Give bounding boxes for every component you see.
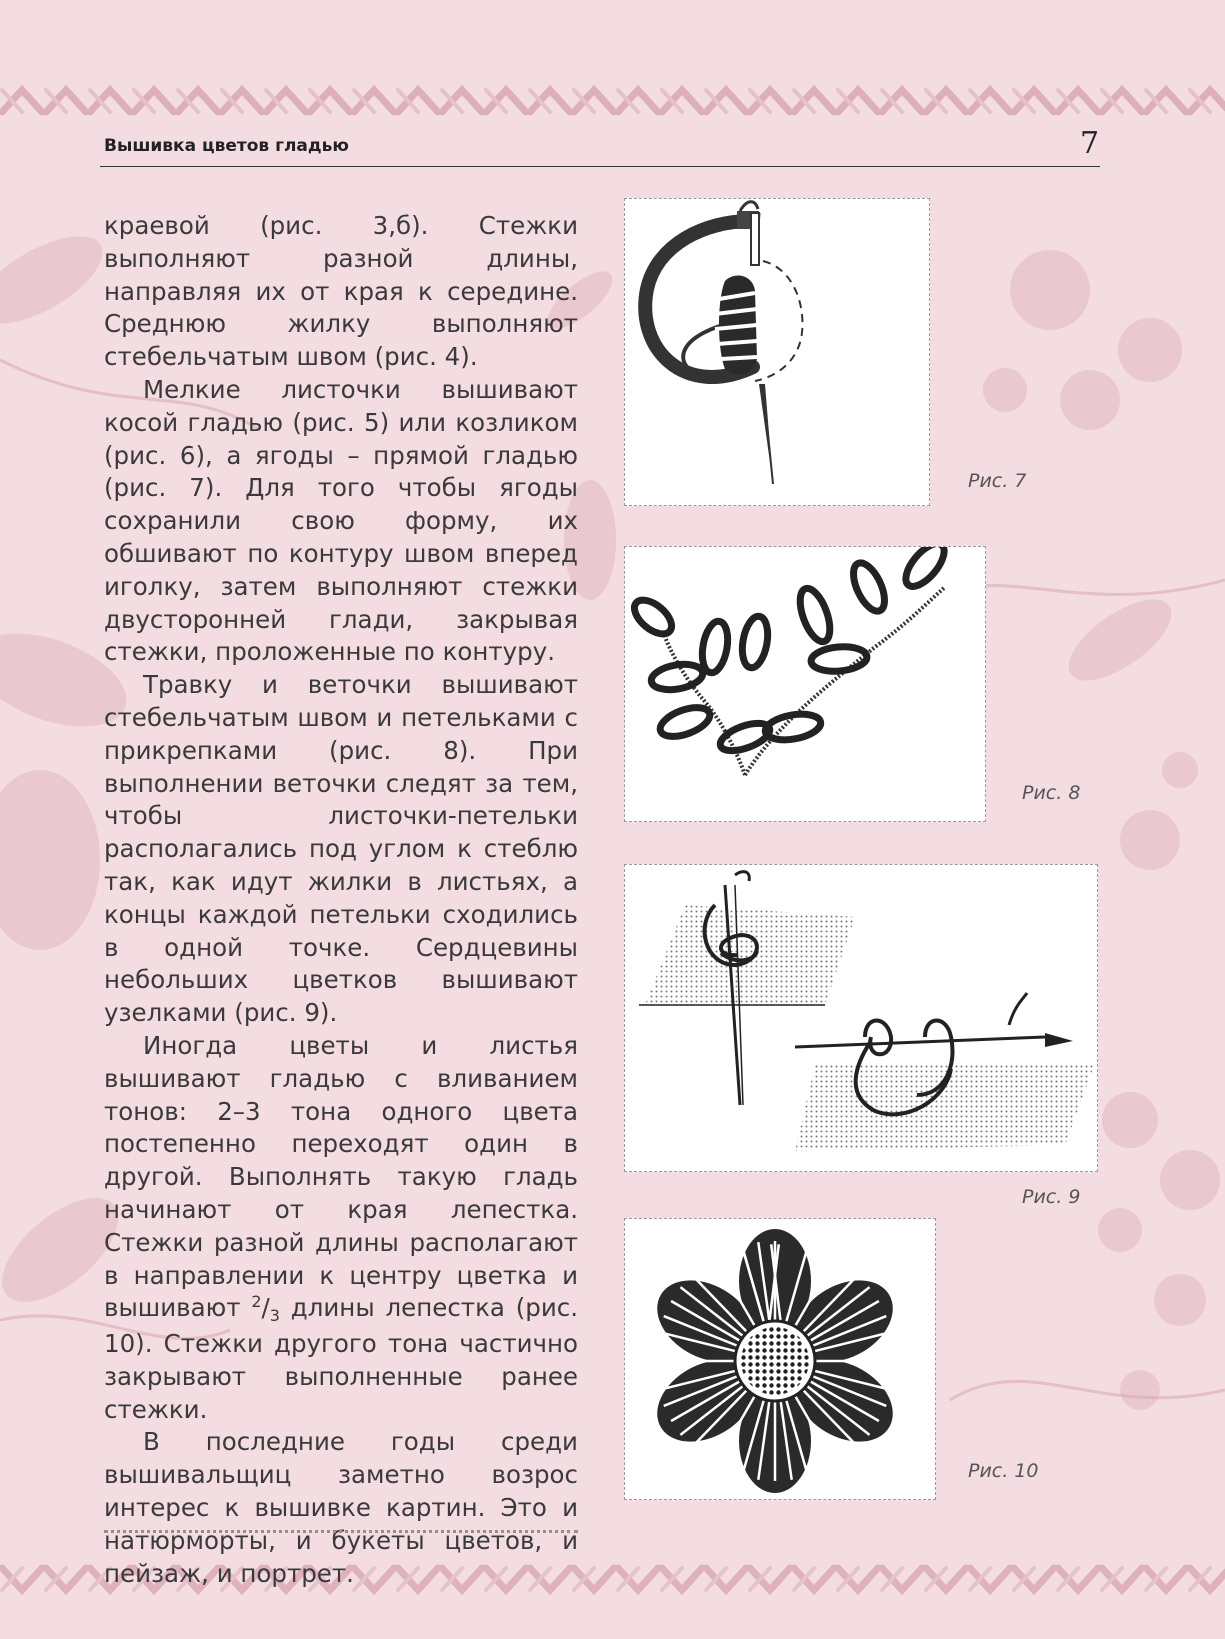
- paragraph-3: Травку и веточки вышивают стебельчатым швом и петельками с прикрепками (рис. 8). При выполнении веточки следят за тем, чтобы листочки-петельки располагались под углом к стеблю так, как идут жилки в листьях, а концы каждой петельки сходились в одной точке. Сердцевины небольших цветков вышивают узелками (рис. 9).: [104, 670, 578, 1028]
- figure-7-berry-stitch: [624, 198, 930, 506]
- page-number: 7: [1080, 126, 1100, 161]
- figure-7-caption: Рис. 7: [968, 470, 1027, 492]
- figure-10-caption: Рис. 10: [968, 1460, 1039, 1482]
- fraction-denominator: 3: [269, 1306, 280, 1326]
- paragraph-4-end: длины лепестка (рис. 10). Стежки другого тона частично закрывают выполненные ранее стежки.: [104, 1293, 578, 1424]
- figure-10-flower-stitch: [624, 1218, 936, 1500]
- paragraph-5: В последние годы среди вышивальщиц заметно возрос интерес к вышивке картин. Это и натюрморты, и букеты цветов, и пейзаж, и портрет.: [104, 1427, 578, 1588]
- footer-dotted-rule: [104, 1530, 578, 1537]
- knot-illustration: [625, 865, 1097, 1171]
- flower-illustration: [625, 1219, 935, 1499]
- figure-9-knot-stitch: [624, 864, 1098, 1172]
- figure-8-caption: Рис. 8: [1022, 782, 1081, 804]
- paragraph-2: Мелкие листочки вышивают косой гладью (рис. 5) или козликом (рис. 6), а ягоды – прямой гладью (рис. 7). Для того чтобы ягоды сохранили свою форму, их обшивают по контуру швом вперед иголку, затем выполняют стежки двусторонней глади, закрывая стежки, проложенные по контуру.: [104, 374, 578, 667]
- twig-illustration: [625, 547, 985, 821]
- header-rule: [100, 166, 1100, 167]
- paragraph-4-start: Иногда цветы и листья вышивают гладью с вливанием тонов: 2–3 тона одного цвета постепенно переходят один в другой. Выполнять такую гладь начинают от края лепестка. Стежки разной длины располагают в направлении к центру цветка и вышивают: [104, 1030, 578, 1323]
- fraction-numerator: 2: [251, 1292, 262, 1312]
- figure-8-twig-stitch: [624, 546, 986, 822]
- berry-needle-illustration: [625, 199, 929, 505]
- paragraph-4: Иногда цветы и листья вышивают гладью с вливанием тонов: 2–3 тона одного цвета постепенно переходят один в другой. Выполнять такую гладь начинают от края лепестка. Стежки разной длины располагают в направлении к центру цветка и вышивают $^2/_3$ длины лепестка (рис. 10). Стежки другого тона частично закрывают выполненные ранее стежки.: [104, 1030, 578, 1424]
- figure-9-caption: Рис. 9: [1022, 1186, 1081, 1208]
- paragraph-1: краевой (рис. 3,б). Стежки выполняют разной длины, направляя их от края к середине. Среднюю жилку выполняют стебельчатым швом (рис. 4).: [104, 211, 578, 372]
- body-text-column: [104, 210, 578, 1590]
- running-header-title: Вышивка цветов гладью: [104, 136, 349, 156]
